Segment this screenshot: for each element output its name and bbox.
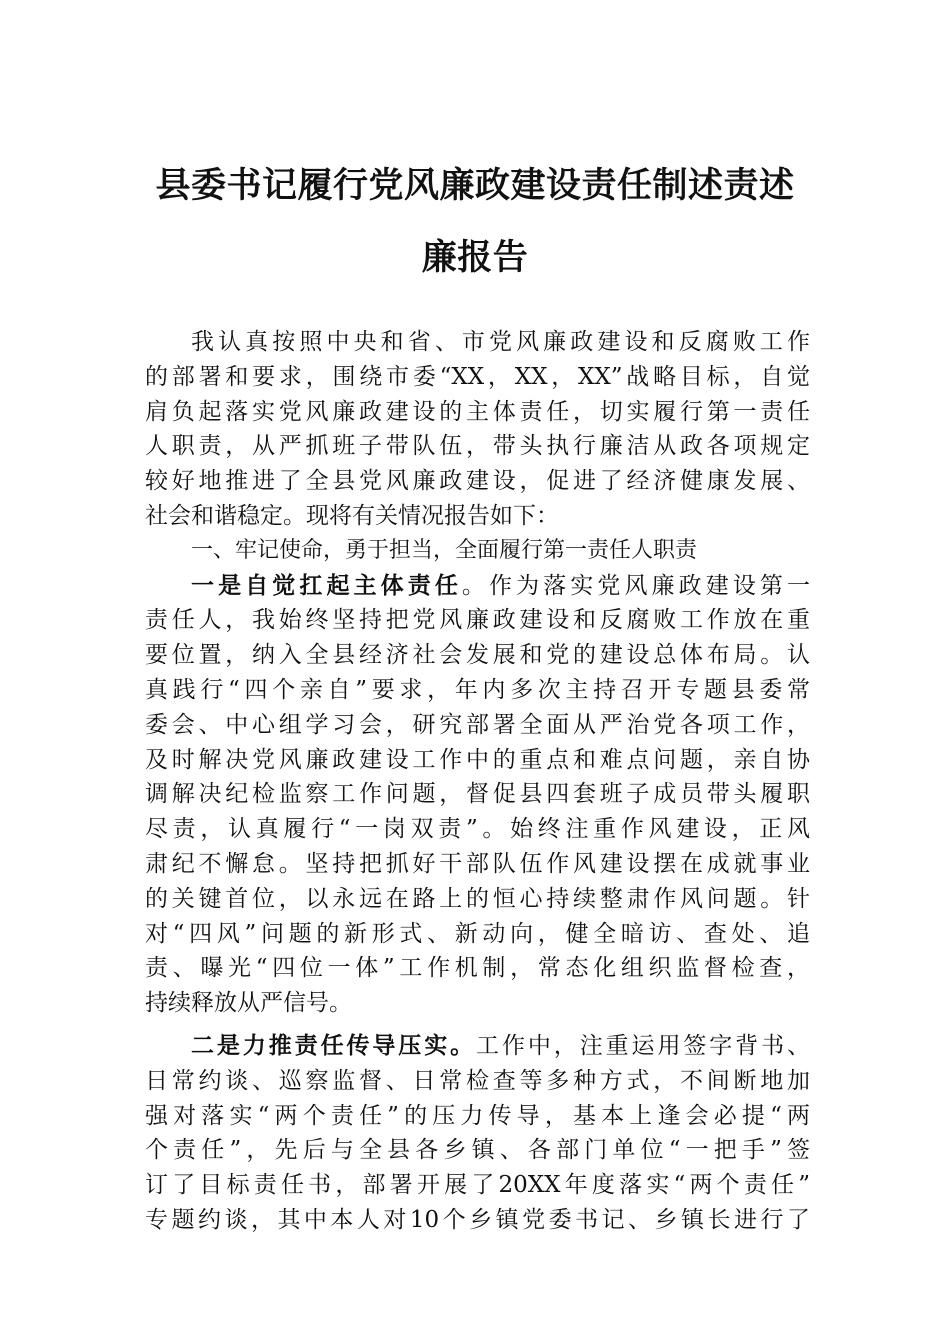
section-heading: 一、牢记使命，勇于担当，全面履行第一责任人职责 — [191, 537, 698, 563]
intro-line: 肩负起落实党风廉政建设的主体责任，切实履行第一责任 — [145, 398, 810, 425]
para2-lead: 二是力推责任传导压实。 — [191, 1032, 477, 1059]
para2-line: 强对落实“两个责任”的压力传导，基本上逢会必提“两 — [145, 1102, 810, 1129]
para2-line: 日常约谈、巡察监督、日常检查等多种方式，不间断地加 — [145, 1067, 810, 1094]
para1-line: 肃纪不懈怠。坚持把抓好干部队伍作风建设摆在成就事业 — [145, 850, 810, 877]
paragraph-gap — [145, 1021, 810, 1029]
para1-line: 。作为落实党风廉政建设第一 — [461, 572, 811, 599]
para1-line: 真践行“四个亲自”要求，年内多次主持召开专题县委常 — [145, 676, 810, 703]
intro-line: 的部署和要求，围绕市委“XX，XX，XX”战略目标，自觉 — [145, 363, 810, 390]
intro-line: 我认真按照中央和省、市党风廉政建设和反腐败工作 — [191, 329, 810, 355]
para2-line: 工作中，注重运用签字背书、 — [476, 1032, 811, 1059]
para2-line: 订了目标责任书，部署开展了20XX年度落实“两个责任” — [145, 1172, 810, 1199]
para1-line: 的关键首位，以永远在路上的恒心持续整肃作风问题。针 — [145, 885, 810, 912]
para1-line: 委会、中心组学习会，研究部署全面从严治党各项工作， — [145, 711, 810, 738]
para1-line: 尽责，认真履行“一岗双责”。始终注重作风建设，正风 — [145, 816, 810, 843]
para1-line: 责、曝光“四位一体”工作机制，常态化组织监督检查， — [145, 955, 810, 982]
para2-first-line — [145, 1029, 810, 1064]
title-line-1: 县委书记履行党风廉政建设责任制述责述 — [155, 165, 795, 206]
para1-first-line — [145, 569, 810, 604]
para1-line: 调解决纪检监察工作问题，督促县四套班子成员带头履职 — [145, 781, 810, 808]
intro-line: 社会和谐稳定。现将有关情况报告如下： — [145, 502, 559, 529]
para1-line: 责任人，我始终坚持把党风廉政建设和反腐败工作放在重 — [145, 607, 810, 634]
para1-lead: 一是自觉扛起主体责任 — [191, 572, 462, 599]
document-title — [100, 150, 850, 294]
para1-line: 及时解决党风廉政建设工作中的重点和难点问题，亲自协 — [145, 746, 810, 773]
para1-line: 持续释放从严信号。 — [145, 990, 352, 1017]
document-body — [145, 325, 810, 1238]
intro-line: 较好地推进了全县党风廉政建设，促进了经济健康发展、 — [145, 468, 810, 495]
para1-line: 对“四风”问题的新形式、新动向，健全暗访、查处、追 — [145, 920, 810, 947]
para1-line: 要位置，纳入全县经济社会发展和党的建设总体布局。认 — [145, 642, 810, 669]
intro-line: 人职责，从严抓班子带队伍，带头执行廉洁从政各项规定 — [145, 433, 810, 460]
title-line-2: 廉报告 — [421, 237, 529, 278]
para2-line: 个责任”，先后与全县各乡镇、各部门单位“一把手”签 — [145, 1137, 810, 1164]
para2-line: 专题约谈，其中本人对10个乡镇党委书记、乡镇长进行了 — [145, 1206, 810, 1233]
